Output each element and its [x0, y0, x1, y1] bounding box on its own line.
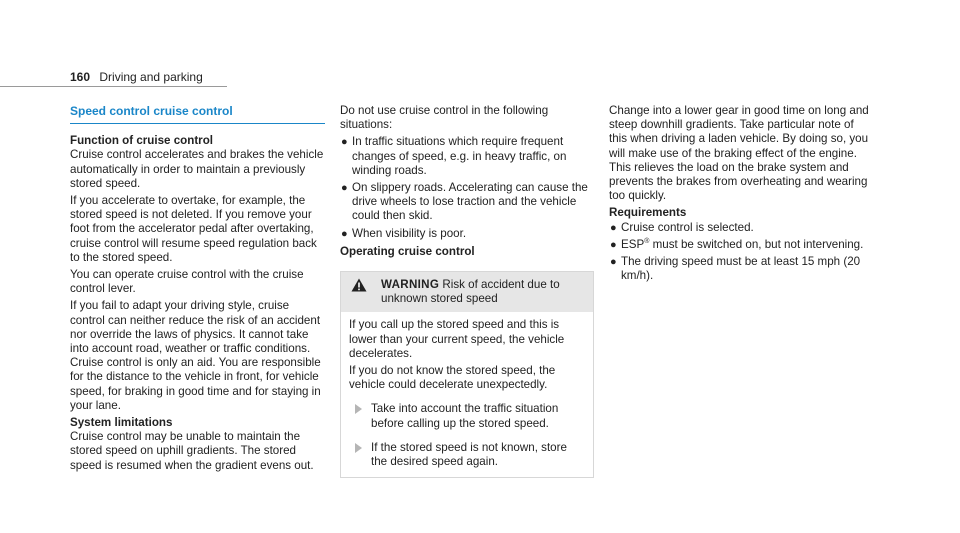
step-arrow-icon [355, 443, 362, 453]
do-not-use-intro: Do not use cruise control in the following situations: [340, 104, 549, 132]
system-limitations-heading: System limitations [70, 416, 173, 430]
warning-paragraph-2: If you do not know the stored speed, the vehicle could decelerate unexpectedly. [349, 364, 556, 392]
section-title: Speed control cruise control [70, 104, 325, 124]
list-item: ● When visibility is poor. [341, 226, 467, 240]
column-middle [340, 104, 595, 478]
column-left [70, 104, 325, 476]
bullet-icon: ● [610, 221, 617, 234]
bullet-icon: ● [341, 227, 348, 240]
bullet-icon: ● [610, 238, 617, 251]
warning-step-1: Take into account the traffic situation before calling up the stored speed. [349, 402, 583, 430]
function-paragraph-2: If you accelerate to overtake, for example, the stored speed is not deleted. If you remove your foot from the accelerator pedal after overtaking, cruise control will resume speed regulation back to the stored speed. [70, 194, 317, 264]
requirements-heading: Requirements [609, 206, 687, 220]
downhill-paragraph: Change into a lower gear in good time on long and steep downhill gradients. Take particular note of this when driving a laden vehicle. By doing so, you will make use of the braking effect of the engine. This relieves the load on the brake system and prevents the brakes from overheating and wearing too quickly. [609, 104, 869, 203]
warning-header [341, 272, 593, 312]
function-heading: Function of cruise control [70, 134, 213, 148]
function-paragraph-4: If you fail to adapt your driving style, cruise control can neither reduce the risk of an accident nor override the laws of physics. It cannot take into account road, weather or traffic conditions. Cruise control is only an aid. You are responsible for the distance to the vehicle in front, for vehicle speed, for braking in good time and for staying in your lane. [70, 299, 321, 412]
header-divider [0, 86, 227, 87]
bullet-icon: ● [341, 182, 348, 195]
warning-body [341, 312, 593, 477]
bullet-icon: ● [610, 256, 617, 269]
page-header [70, 70, 203, 84]
requirements-list [609, 221, 869, 284]
warning-label: WARNING [381, 278, 440, 292]
function-paragraph-3: You can operate cruise control with the cruise control lever. [70, 268, 304, 296]
warning-paragraph-1: If you call up the stored speed and this is lower than your current speed, the vehicle decelerates. [349, 318, 565, 360]
warning-risk: Risk of accident due to unknown stored speed [381, 278, 560, 306]
warning-step-2: If the stored speed is not known, store the desired speed again. [349, 441, 583, 469]
column-right [609, 104, 869, 287]
list-item: ● Cruise control is selected. [610, 220, 754, 234]
page-number: 160 [70, 70, 91, 84]
step-arrow-icon [355, 404, 362, 414]
operating-heading: Operating cruise control [340, 244, 475, 258]
list-item: ● The driving speed must be at least 15 mph (20 km/h). [610, 255, 861, 283]
warning-box [340, 271, 594, 478]
list-item: ● In traffic situations which require frequent changes of speed, e.g. in heavy traffic, on winding roads. [341, 135, 567, 177]
function-paragraph-1: Cruise control accelerates and brakes the vehicle automatically in order to maintain a previously stored speed. [70, 148, 324, 190]
system-limitations-paragraph: Cruise control may be unable to maintain the stored speed on uphill gradients. The stored speed is resumed when the gradient evens out. [70, 430, 314, 472]
warning-triangle-icon [351, 278, 367, 292]
list-item: ● On slippery roads. Accelerating can cause the drive wheels to lose traction and the vehicle could then skid. [341, 181, 588, 223]
bullet-icon: ● [341, 136, 348, 149]
do-not-use-list [340, 135, 595, 240]
list-item: ● ESP® must be switched on, but not intervening. [610, 237, 864, 251]
chapter-title: Driving and parking [99, 70, 203, 84]
